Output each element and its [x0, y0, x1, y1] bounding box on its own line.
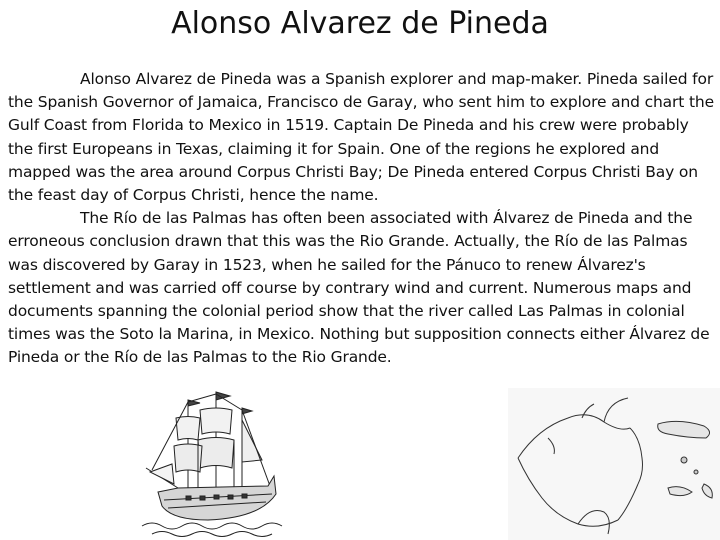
paragraph-2: The Río de las Palmas has often been associated with Álvarez de Pineda and the erroneous conclusion drawn that this was the Rio Grande. Actually, the Río de las Palmas was discovered by Garay in 1523, when he sailed for the Pánuco to renew Álvarez's settlement and was carried off course by contrary wind and current. Numerous maps and documents spanning the colonial period show that the river called Las Palmas in colonial times was the Soto la Marina, in Mexico. Nothing but supposition connects either Álvarez de Pineda or the Río de las Palmas to the Rio Grande.: [8, 209, 710, 367]
slide-body: [8, 68, 714, 370]
slide-title: Alonso Alvarez de Pineda: [171, 6, 549, 41]
sailing-ship-image: [138, 390, 288, 540]
paragraph-1: Alonso Alvarez de Pineda was a Spanish explorer and map-maker. Pineda sailed for the Spanish Governor of Jamaica, Francisco de Garay, who sent him to explore and chart the Gulf Coast from Florida to Mexico in 1519. Captain De Pineda and his crew were probably the first Europeans in Texas, claiming it for Spain. One of the regions he explored and mapped was the area around Corpus Christi Bay; De Pineda entered Corpus Christi Bay on the feast day of Corpus Christi, hence the name.: [8, 70, 714, 205]
gulf-coast-map-image: [508, 388, 720, 540]
